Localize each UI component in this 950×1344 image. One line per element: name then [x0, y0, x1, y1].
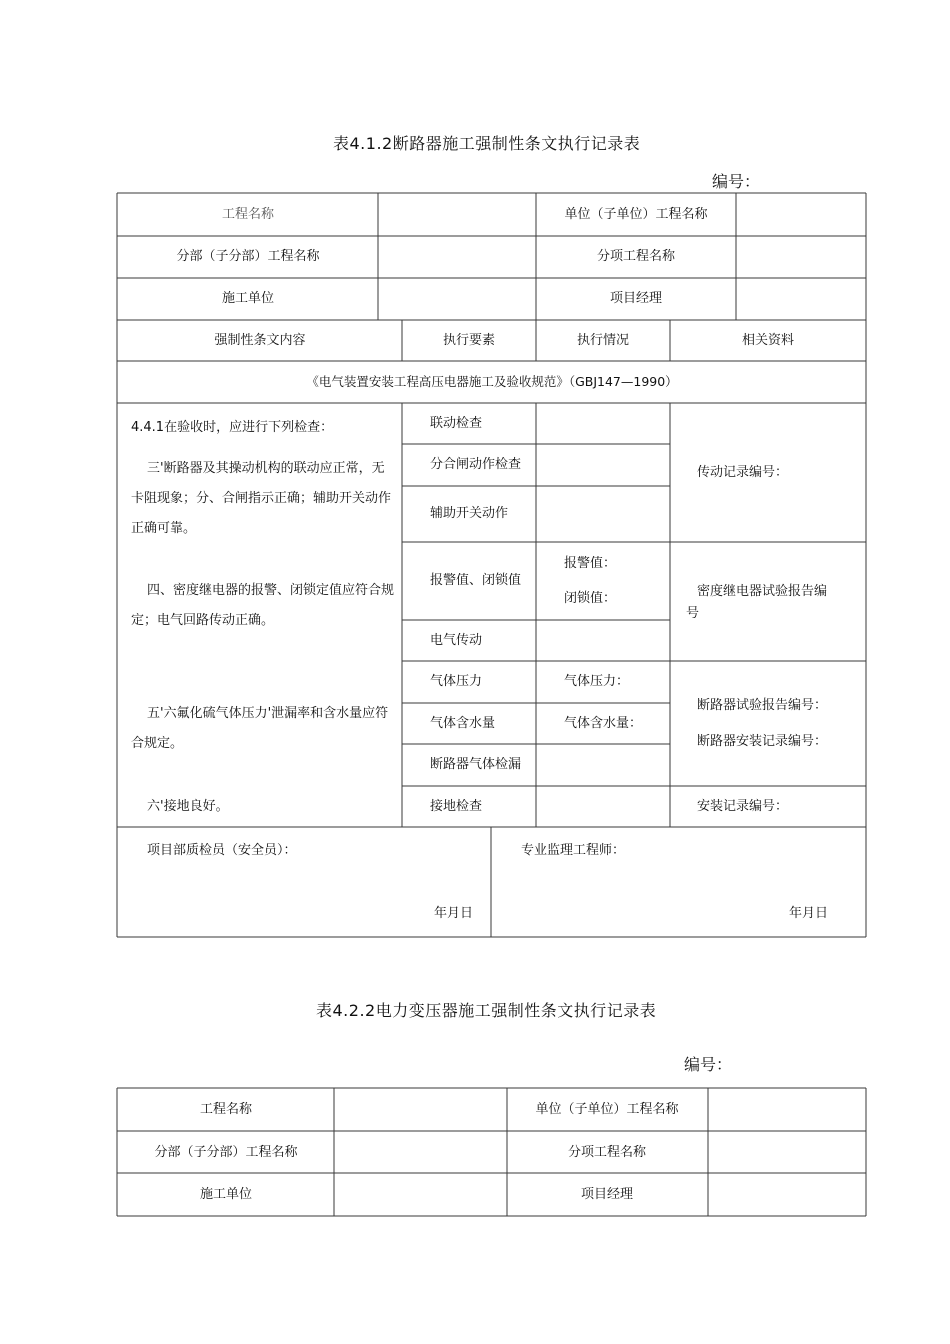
status-gas-water: 气体含水量：	[564, 716, 643, 731]
docs-breaker-install: 断路器安装记录编号：	[697, 734, 828, 749]
element-alarm-lock: 报警值、闭锁值	[430, 573, 522, 588]
standard-reference: 《电气装置安装工程高压电器施工及验收规范》（GBJ147—1990）	[306, 374, 678, 389]
column-header-content: 强制性条文内容	[214, 333, 306, 348]
clause-3: 三'断路器及其操动机构的联动应正常，无卡阻现象；分、合闸指示正确；辅助开关动作正确可靠。	[131, 461, 392, 536]
unit-project-name-label: 单位（子单位）工程名称	[564, 207, 708, 222]
sub-division-name-label: 分部（子分部）工程名称	[176, 249, 320, 264]
column-header-status: 执行情况	[576, 333, 630, 348]
inspector-label: 项目部质检员（安全员）：	[147, 843, 297, 858]
element-gas-leak: 断路器气体检漏	[430, 757, 522, 772]
docs-density-relay: 密度继电器试验报告编号	[686, 584, 828, 621]
status-lock-value: 闭锁值：	[564, 591, 617, 606]
clause-4: 四、密度继电器的报警、闭锁定值应符合规定；电气回路传动正确。	[131, 583, 395, 628]
element-linkage-check: 联动检查	[430, 416, 483, 431]
t2-construction-unit-label: 施工单位	[199, 1187, 253, 1202]
element-grounding: 接地检查	[430, 799, 483, 814]
construction-unit-label: 施工单位	[221, 291, 275, 306]
clause-heading: 4.4.1在验收时，应进行下列检查：	[131, 420, 334, 435]
t2-sub-division-name-label: 分部（子分部）工程名称	[154, 1145, 298, 1160]
sub-item-name-label: 分项工程名称	[596, 249, 676, 264]
status-gas-pressure: 气体压力：	[564, 674, 630, 689]
project-manager-label: 项目经理	[609, 291, 663, 306]
supervisor-label: 专业监理工程师：	[521, 843, 626, 858]
element-electric-drive: 电气传动	[430, 633, 483, 648]
date-right: 年月日	[789, 906, 829, 921]
docs-install: 安装记录编号：	[697, 799, 789, 814]
element-gas-pressure: 气体压力	[430, 674, 483, 689]
table1-code-label: 编号：	[712, 172, 761, 191]
t2-project-manager-label: 项目经理	[580, 1187, 634, 1202]
table2-title: 表4.2.2电力变压器施工强制性条文执行记录表	[316, 1001, 657, 1020]
project-name-label: 工程名称	[221, 207, 275, 222]
table2-code-label: 编号：	[684, 1055, 733, 1074]
column-header-element: 执行要素	[442, 333, 496, 348]
element-open-close-check: 分合闸动作检查	[430, 457, 522, 472]
docs-breaker-test: 断路器试验报告编号：	[697, 698, 828, 713]
t2-unit-project-name-label: 单位（子单位）工程名称	[535, 1102, 679, 1117]
docs-transmission: 传动记录编号：	[697, 465, 789, 480]
column-header-docs: 相关资料	[741, 333, 795, 348]
element-aux-switch: 辅助开关动作	[430, 506, 509, 521]
t2-project-name-label: 工程名称	[199, 1102, 253, 1117]
date-left: 年月日	[434, 906, 474, 921]
status-alarm-value: 报警值：	[564, 556, 617, 571]
clause-5: 五'六氟化硫气体压力'泄漏率和含水量应符合规定。	[131, 706, 389, 751]
clause-6: 六'接地良好。	[147, 799, 229, 814]
table1-title: 表4.1.2断路器施工强制性条文执行记录表	[333, 134, 641, 153]
t2-sub-item-name-label: 分项工程名称	[567, 1145, 647, 1160]
element-gas-water: 气体含水量	[430, 716, 496, 731]
